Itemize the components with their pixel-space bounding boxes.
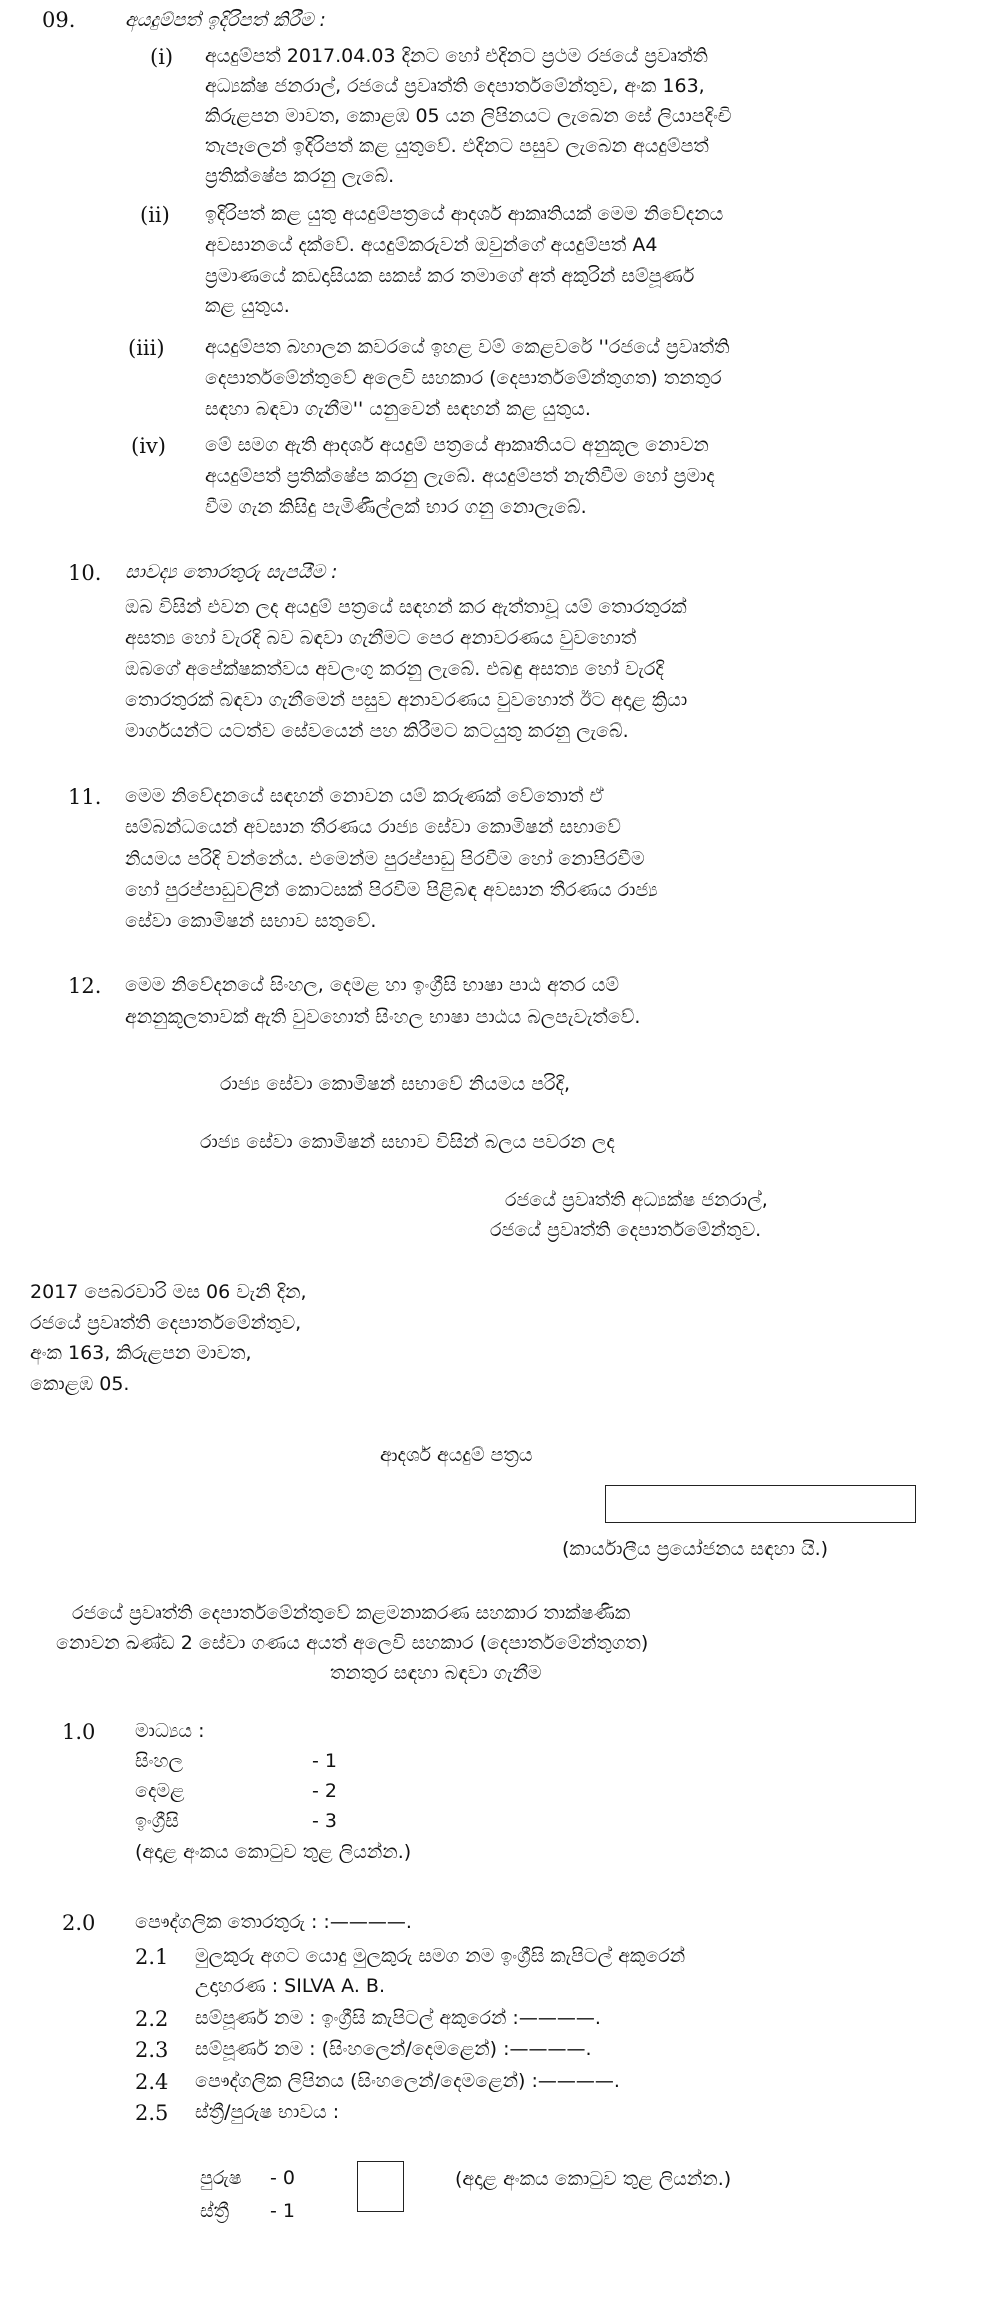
item-ii-line: අවසානයේ දක්වේ. අයදුම්කරුවන් ඔවුන්ගේ අයදුම්පත් A4 [205,234,658,256]
section-11-number: 11. [68,785,102,809]
medium-option-code: - 1 [312,1750,337,1772]
q2-4-line: පෞද්ගලික ලිපිනය (සිංහලෙන්/දෙමළෙන්) :————. [195,2070,620,2092]
section-10-line: අසත්‍ය හෝ වැරදි බව බඳවා ගැනීමට පෙර අනාවරණය වුවහොත් [125,627,637,649]
q2-number: 2.0 [62,1911,96,1935]
q2-3-number: 2.3 [135,2038,169,2062]
item-ii-line: ඉදිරිපත් කළ යුතු අයදුම්පත්‍රයේ ආදර්ශ ආකෘතියක් මෙම නිවේදනය [205,203,724,225]
section-10-heading: සාවද්‍ය තොරතුරු සැපයීම : [125,561,338,583]
q2-4-number: 2.4 [135,2070,169,2094]
item-iii-line: දෙපාර්තමේන්තුවේ අලෙවි සහකාර (දෙපාර්තමේන්තුගත) තනතුර [205,367,722,389]
gender-option-code: - 1 [270,2200,295,2222]
address-line: රජයේ ප්‍රවෘත්ති දෙපාර්තමේන්තුව, [30,1312,302,1334]
q2-label: පෞද්ගලික තොරතුරු : :————. [135,1911,412,1933]
q2-1-line: මුලකුරු අගට යොදු මුලකුරු සමග නම ඉංග්‍රීසි කැපිටල් අකුරෙන් [195,1945,686,1967]
signatory-department: රජයේ ප්‍රවෘත්ති දෙපාර්තමේන්තුව. [490,1219,762,1241]
section-10-number: 10. [68,561,102,585]
item-ii-line: කළ යුතුය. [205,295,290,317]
item-i-line: කිරුළපන මාවත, කොළඹ 05 යන ලිපිනයට ලැබෙන සේ ලියාපදිංචි [205,105,732,127]
q2-5-line: ස්ත්‍රී/පුරුෂ භාවය : [195,2101,340,2123]
closing-line: රාජ්‍ය සේවා කොමිෂන් සභාවේ නියමය පරිදි, [220,1073,571,1095]
item-iv-line: වීම ගැන කිසිදු පැමිණිල්ලක් භාර ගනු නොලැබේ. [205,496,587,518]
item-ii-line: ප්‍රමාණයේ කඩදාසියක සකස් කර තමාගේ අත් අකුරින් සම්පූර්ණ [205,265,695,287]
q2-2-line: සම්පූර්ණ නම : ඉංග්‍රීසි කැපිටල් අකුරෙන් :————. [195,2007,601,2029]
section-11-line: නියමය පරිදි වන්නේය. එමෙන්ම පුරප්පාඩු පිරවීම හෝ නොපිරවීම [125,848,645,870]
section-10-line: තොරතුරක් බඳවා ගැනීමෙන් පසුව අනාවරණය වුවහොත් ඊට අදාළ ක්‍රියා [125,689,688,711]
item-i-line: අයදුම්පත් 2017.04.03 දිනට හෝ එදිනට ප්‍රථම රජයේ ප්‍රවෘත්ති [205,45,708,67]
form-heading-line: රජයේ ප්‍රවෘත්ති දෙපාර්තමේන්තුවේ කළමනාකරණ සහකාර තාක්ෂණික [72,1602,631,1624]
medium-option-code: - 2 [312,1780,337,1802]
q2-3-line: සම්පූර්ණ නම : (සිංහලෙන්/දෙමළෙන්) :————. [195,2038,592,2060]
q1-label: මාධ්‍යය : [135,1720,205,1742]
medium-option-name: දෙමළ [135,1780,185,1802]
section-11-line: මෙම නිවේදනයේ සඳහන් නොවන යම් කරුණක් වේතොත් ඒ [125,785,604,807]
item-iv-label: (iv) [131,434,166,458]
section-12-line: අනනුකූලතාවක් ඇති වුවහොත් සිංහල භාෂා පාඨය බලපැවැත්වේ. [125,1006,641,1028]
item-i-line: අධ්‍යක්ෂ ජනරාල්, රජයේ ප්‍රවෘත්ති දෙපාර්තමේන්තුව, අංක 163, [205,75,705,97]
q2-1-number: 2.1 [135,1945,169,1969]
q2-5-number: 2.5 [135,2101,169,2125]
medium-option-code: - 3 [312,1810,337,1832]
gender-option-code: - 0 [270,2167,295,2189]
section-10-line: ඔබ විසින් එවන ලද අයදුම් පත්‍රයේ සඳහන් කර ඇත්තාවූ යම් තොරතුරක් [125,596,687,618]
address-line: කොළඹ 05. [30,1373,130,1395]
item-iv-line: අයදුම්පත් ප්‍රතික්ෂේප කරනු ලැබේ. අයදුම්පත් නැතිවීම හෝ ප්‍රමාද [205,465,715,487]
section-10-line: මාර්ගයන්ට යටත්ව සේවයෙන් පහ කිරීමට කටයුතු කරනු ලැබේ. [125,720,629,742]
q2-1-line: උදාහරණ : SILVA A. B. [195,1975,385,1997]
medium-option-name: ඉංග්‍රීසි [135,1810,179,1832]
section-11-line: හෝ පුරප්පාඩුවලින් කොටසක් පිරවීම පිළිබඳ අවසාන තීරණය රාජ්‍ය [125,879,658,901]
gender-option-name: පුරුෂ [200,2167,242,2189]
date-line: 2017 පෙබරවාරි මස 06 වැනි දින, [30,1281,307,1303]
medium-option-name: සිංහල [135,1750,183,1772]
gender-note: (අදාළ අංකය කොටුව තුළ ලියන්න.) [455,2168,732,2190]
q1-number: 1.0 [62,1720,96,1744]
office-use-label: (කාර්යාලීය ප්‍රයෝජනය සඳහා යි.) [562,1538,829,1560]
signatory-title: රජයේ ප්‍රවෘත්ති අධ්‍යක්ෂ ජනරාල්, [505,1189,768,1211]
office-use-box [605,1485,916,1523]
closing-line: රාජ්‍ය සේවා කොමිෂන් සභාව විසින් බලය පවරන ලද [200,1131,615,1153]
medium-note: (අදාළ අංකය කොටුව තුළ ලියන්න.) [135,1841,412,1863]
q2-2-number: 2.2 [135,2007,169,2031]
form-heading-line: නොවන ඛණ්ඩ 2 සේවා ගණය අයත් අලෙවි සහකාර (දෙපාර්තමේන්තුගත) [56,1632,649,1654]
gender-option-name: ස්ත්‍රී [200,2200,230,2222]
section-09-heading: අයදුම්පත් ඉදිරිපත් කිරීම : [125,9,326,31]
item-iii-line: සඳහා බඳවා ගැනීම'' යනුවෙන් සඳහන් කළ යුතුය. [205,398,591,420]
item-i-line: තැපෑලෙන් ඉදිරිපත් කළ යුතුවේ. එදිනට පසුව ලැබෙන අයදුම්පත් [205,135,709,157]
section-11-line: සේවා කොමිෂන් සභාව සතුවේ. [125,910,377,932]
item-i-label: (i) [150,45,174,69]
gender-entry-box [357,2161,404,2212]
item-i-line: ප්‍රතික්ෂේප කරනු ලැබේ. [205,165,395,187]
item-iii-label: (iii) [128,336,165,360]
section-12-line: මෙම නිවේදනයේ සිංහල, දෙමළ හා ඉංග්‍රීසි භාෂා පාඨ අතර යම් [125,974,620,996]
form-title: ආදර්ශ අයදුම් පත්‍රය [380,1444,533,1466]
item-iii-line: අයදුම්පත බහාලන කවරයේ ඉහළ වම් කෙළවරේ ''රජයේ ප්‍රවෘත්ති [205,336,730,358]
form-heading-line: තනතුර සඳහා බඳවා ගැනීම [330,1662,542,1684]
item-ii-label: (ii) [140,203,170,227]
section-11-line: සම්බන්ධයෙන් අවසාන තීරණය රාජ්‍ය සේවා කොමිෂන් සභාවේ [125,816,621,838]
section-09-number: 09. [42,8,76,32]
item-iv-line: මේ සමග ඇති ආදර්ශ අයදුම් පත්‍රයේ ආකෘතියට අනුකූල නොවන [205,434,709,456]
section-12-number: 12. [68,974,102,998]
address-line: අංක 163, කිරුළපන මාවත, [30,1342,252,1364]
section-10-line: ඔබගේ අපේක්ෂකත්වය අවලංගු කරනු ලැබේ. එබඳු අසත්‍ය හෝ වැරදි [125,658,664,680]
